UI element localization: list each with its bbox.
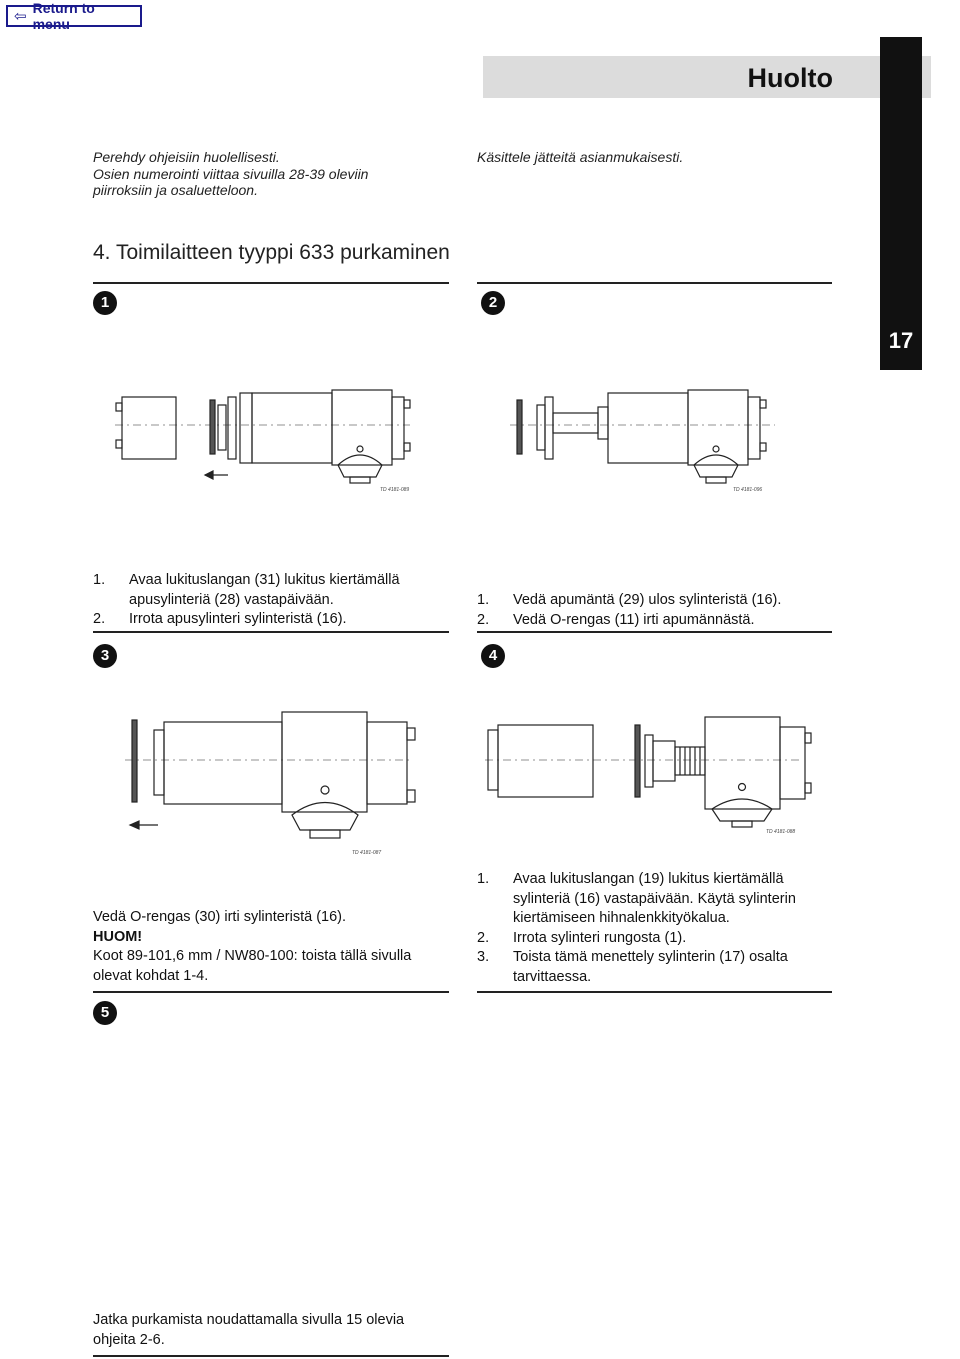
list-item: 2. Vedä O-rengas (11) irti apumännästä.: [477, 611, 755, 628]
list-item: 2. Irrota sylinteri rungosta (1).: [477, 929, 687, 946]
step-3-drawing: [120, 710, 440, 860]
drawing-ref: TD 4181-096: [733, 487, 763, 493]
step-4-drawing: [480, 715, 820, 840]
step-2-text: [477, 591, 832, 630]
note-line: Osien numerointi viittaa sivuilla 28-39 oleviin: [93, 165, 369, 182]
step-1-text: [93, 571, 449, 630]
step-number: 3: [93, 644, 117, 668]
divider: [477, 991, 832, 993]
divider: [477, 631, 832, 633]
list-item: 3. Toista tämä menettely sylinterin (17) osalta tarvittaessa.: [477, 949, 788, 985]
step-3-instruction: Vedä O-rengas (30) irti sylinteristä (16).: [93, 909, 347, 925]
drawing-ref: TD 4181-089: [380, 487, 410, 493]
waste-note: Käsittele jätteitä asianmukaisesti.: [477, 149, 684, 165]
step-1-drawing: [110, 385, 450, 495]
divider: [93, 282, 449, 284]
page-title: Huolto: [747, 63, 833, 93]
drawing-ref: TD 4181-088: [766, 829, 796, 835]
step-number: 5: [93, 1001, 117, 1025]
left-arrow-icon: ⇦: [14, 8, 27, 25]
warning-text: Koot 89-101,6 mm / NW80-100: toista tällä sivulla olevat kohdat 1-4.: [93, 948, 412, 984]
step-number: 4: [481, 644, 505, 668]
list-item: 1. Vedä apumäntä (29) ulos sylinteristä (16).: [477, 592, 782, 608]
step-number: 2: [481, 291, 505, 315]
divider: [477, 282, 832, 284]
return-to-menu-button[interactable]: [6, 0, 142, 32]
note-line: piirroksiin ja osaluetteloon.: [93, 182, 258, 198]
step-number: 1: [93, 291, 117, 315]
return-to-menu-label: Return to menu: [32, 0, 95, 32]
page-number: 17: [888, 328, 914, 353]
list-item: 1. Avaa lukituslangan (31) lukitus kiertämällä apusylinteriä (28) vastapäivään.: [93, 572, 400, 608]
step-4-text: [477, 870, 832, 987]
divider: [93, 631, 449, 633]
divider: [93, 991, 449, 993]
step-5-text: Jatka purkamista noudattamalla sivulla 15 olevia ohjeita 2-6.: [93, 1312, 405, 1348]
divider: [93, 1355, 449, 1357]
note-line: Perehdy ohjeisiin huolellisesti.: [93, 149, 280, 165]
instructions-note: [93, 149, 423, 199]
section-title: 4. Toimilaitteen tyyppi 633 purkaminen: [93, 241, 450, 264]
warning-label: HUOM!: [93, 928, 143, 945]
list-item: 1. Avaa lukituslangan (19) lukitus kiertämällä sylinteriä (16) vastapäivään. Käytä sylinterin kiertämiseen hihnalenkkityökalua.: [477, 871, 796, 926]
list-item: 2. Irrota apusylinteri sylinteristä (16).: [93, 611, 347, 627]
chapter-tab: [880, 37, 922, 370]
step-2-drawing: [505, 385, 805, 495]
step-3-text: [93, 908, 449, 986]
drawing-ref: TD 4181-087: [352, 850, 382, 856]
